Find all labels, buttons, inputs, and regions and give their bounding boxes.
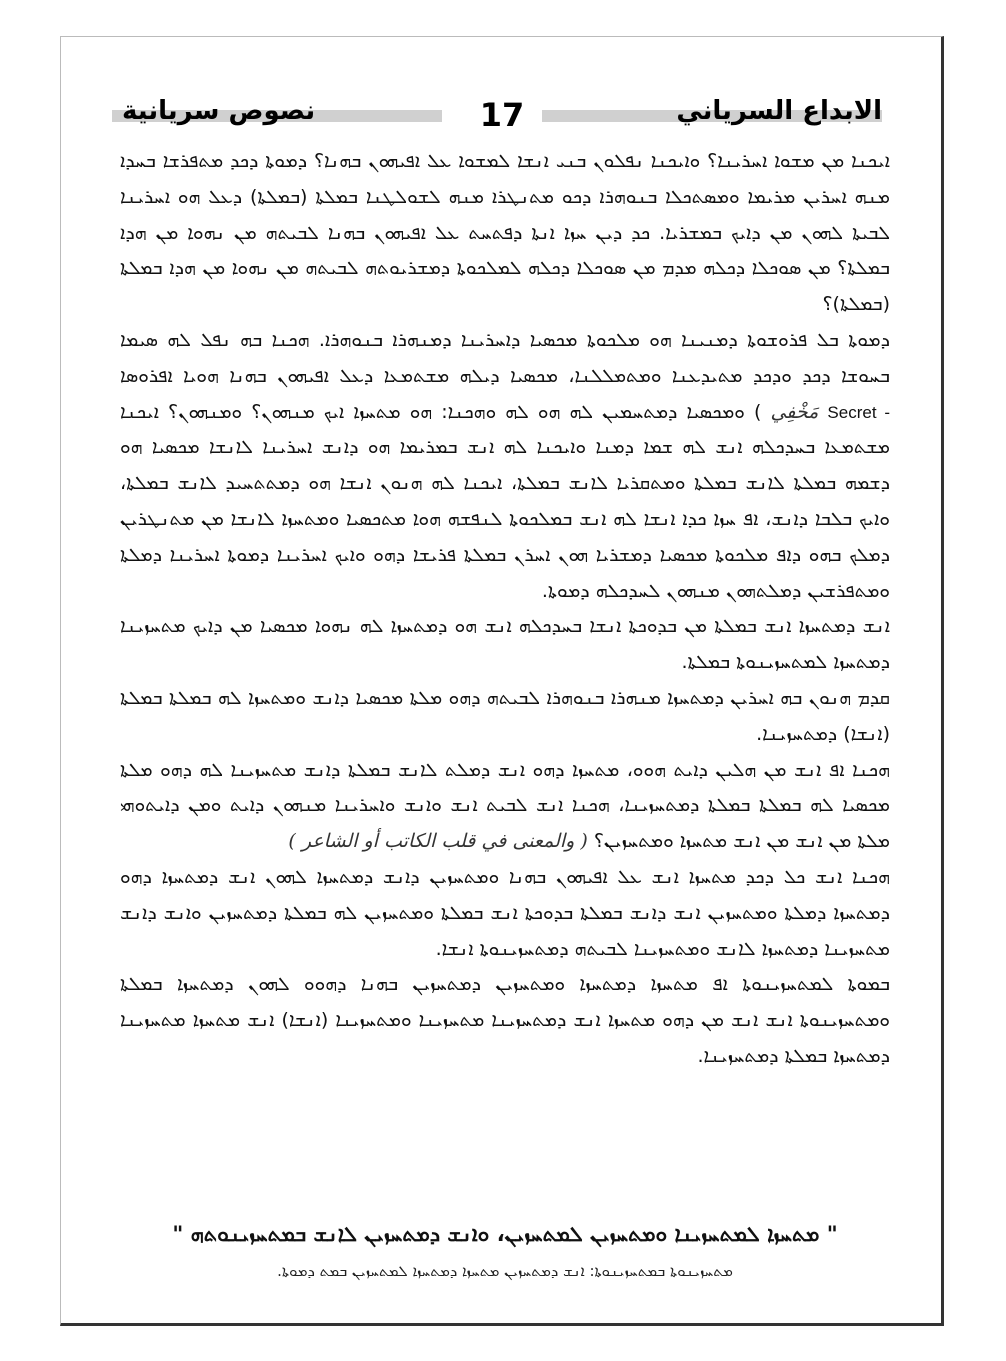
english-term: Secret - [827,402,890,422]
paragraph: ܗܟܢܐ ܐܢܫ ܟܠ ܕܟܕ ܡܬܚܙܐ ܐܢܫ ܥܠ ܐܦܝܗܘܢ ܒܗܢܐ ܘܡܬܚܙܝܢ ܕܐܢܫ ܕܡܬܚܙܐ ܠܗܘܢ ܐܢܫ ܕܡܬܚܙܐ ܕܗܘ ܕܡܬܚܙܐ ܕܡܠܬܐ ܘܡܬܚܙܝܢ ܐܢܫ ܕܐܢܫ ܒܡܠܬܐ ܒܕܘܟܬܐ ܐܢܫ ܒܡܠܬܐ ܘܡܬܚܙܝܢ ܠܗ ܒܡܠܬܐ ܕܡܬܚܙܝܢ ܘܐܢܫ ܕܐܢܫ ܡܬܚܙܝܢܐ ܕܡܬܚܙܐ ܠܐܢܫ ܘܡܬܚܙܝܢܐ ܠܒܝܬܗ ܕܡܬܚܙܝܢܘܬܐ ܐܢܫܐ. [120,865,890,960]
paragraph-text: ܕܡܘܬܐ ܒܠ ܦܪܘܫܘܬܐ ܕܡܢܝܢܐ ܗܘ ܡܠܟܘܬܐ ܡܟܣܝܐ ܕܐܚܪܝܢܐ ܕܡܢܗܪܐ ܒܢܘܗܪܐ. ܗܟܢܐ ܒܗ ܢܦܠ ܠܗ ܣܝܡܐ ܒܚܘܫܐ ܕܟܕ ܘܕܟܕ ܡܬܝܕܥܢܐ ܘܡܬܡܠܠܢܐ، ܡܟܣܝܐ ܕܝܠܗ ܡܫܬܡܥܐ ܕܥܠ ܐܦܝܗܘܢ ܒܗܢܐ ܗܘܝܐ ܐܦܪܘܣܐ [120,328,890,387]
paragraph-text: ܗܟܢܐ ܐܦ ܐܢܫ ܡܢ ܗܠܝܢ ܕܐܝܬ ܗܘܘ، ܡܬܚܙܐ ܕܗܘ ܐܢܫ ܕܡܠܬ ܠܐܢܫ ܒܡܠܬܐ ܕܐܢܫ ܡܬܚܙܝܢܐ ܠܗ ܕܗܘ ܡܠܬܐ ܡܟܣܝܐ ܠܗ ܒܡܠܬܐ ܒܡܠܬܐ ܕܡܬܚܙܝܢܐ، ܗܟܢܐ ܐܢܫ ܠܒܝܬ ܐܢܫ ܘܐܢܫ ܘܐܚܪܝܢܐ ܡܢܗܘܢ ܕܐܝܬ ܘܡܢ ܕܐܝܬܘܗܝ ܡܠܬܐ ܡܢ ܐܢܫ ܡܢ ܐܢܫ ܡܬܚܙܐ ܘܡܬܚܙܝܢ؟ [120,758,890,853]
handwritten-annotation: مَخْفِي [770,400,819,423]
paragraph [120,323,890,609]
book-title: الابداع السرياني [676,96,882,126]
paragraph [120,753,890,860]
page-header [112,96,882,136]
paragraph: ܩܕܡ ܗܢܘܢ ܒܗ ܐܚܪܝܢ ܕܡܬܚܙܐ ܡܢܗܪܐ ܒܢܘܗܪܐ ܠܒܝܬܗ ܕܗܘ ܡܠܬܐ ܡܟܣܝܐ ܕܐܢܫ ܘܡܬܚܙܐ ܠܗ ܒܡܠܬܐ ܒܡܠܬܐ (ܐܢܫܐ) ܕܡܬܚܙܝܢܐ. [120,686,890,745]
section-title: نصوص سريانية [122,96,316,126]
paragraph: ܐܝܟܢܐ ܡܢ ܡܫܘܐ ܐܚܪܝܢܐ؟ ܘܐܝܟܢܐ ܢܦܠܘܢ ܒܢܝ ܐܢܫܐ ܠܡܫܘܐ ܥܠ ܐܦܝܗܘܢ ܒܗܢܐ؟ ܕܡܘܬܐ ܕܟܕ ܡܬܦܪܫܐ ܒܚܕܐ ܡܢܗ ܐܚܪܝܢ ܡܪܝܡܐ ܘܡܣܬܟܠܐ ܒܢܘܗܪܐ ܕܟܘ ܡܬܢܛܪܐ ܡܢܗ ܠܫܘܠܛܢܐ ܒܡܠܬܐ (ܒܡܠܬܐ) ܕܥܠ ܗܘ ܐܚܪܝܢܐ ܠܒܝܬܐ ܠܗܘܢ ܡܢ ܕܐܝܟ ܒܡܫܪܝܐ. ܟܕ ܕܝܢ ܚܙܐ ܐܢܬܐ ܕܦܬܚܬ ܥܠ ܐܦܝܗܘܢ ܒܗܢܐ ܠܒܝܬܗ ܡܢ ܢܗܘܐ ܡܢ ܗܕܐ ܒܡܠܬܐ؟ ܡܢ ܣܘܟܠܐ ܕܟܠܗ ܡܕܡ ܡܢ ܣܘܟܠܐ ܕܟܠܗ ܠܡܠܟܘܬܐ ܕܡܫܪܝܘܬܗ ܠܒܝܬܗ ܡܢ ܢܗܘܐ ܡܢ ܗܕܐ ܒܡܠܬܐ (ܒܡܠܬܐ)؟ [120,150,890,316]
handwritten-annotation: ( والمعنى في قلب الكاتب أو الشاعر ) [288,830,588,853]
article-body [120,144,890,1075]
paragraph: ܐܢܫ ܕܡܬܚܙܐ ܐܢܫ ܒܡܠܬܐ ܡܢ ܒܕܘܟܬܐ ܐܢܫܐ ܒܚܕܟܠܗ ܐܢܫ ܗܘ ܕܡܬܚܙܐ ܠܗ ܢܗܘܐ ܡܟܣܝܐ ܡܢ ܕܐܝܟ ܡܬܚܙܝܢܐ ܕܡܬܚܙܐ ܠܡܬܚܙܝܢܘܬܐ ܒܡܠܬܐ. [120,615,890,674]
paragraph: ܒܡܘܬܐ ܠܡܬܚܙܝܢܘܬܐ ܐܦ ܡܬܚܙܐ ܕܡܬܚܙܐ ܘܡܬܚܙܝܢ ܕܡܬܚܙܝܢ ܒܗܢܐ ܕܗܘܘ ܠܗܘܢ ܕܡܬܚܙܐ ܒܡܠܬܐ ܘܡܬܚܙܝܢܘܬܐ ܐܢܫ ܐܢܫ ܡܢ ܕܗܘ ܡܬܚܙܐ ܐܢܫ ܕܡܬܚܙܝܢܐ ܡܬܚܙܝܢܐ ܘܡܬܚܙܝܢܐ (ܐܢܫܐ) ܐܢܫ ܡܬܚܙܐ ܡܬܚܙܝܢܐ ܕܡܬܚܙܐ ܒܡܠܬܐ ܕܡܬܚܙܝܢܐ. [120,973,890,1067]
quote-citation: ܡܬܚܙܝܢܘܬܐ ܒܡܬܚܙܝܢܘܬܐ: ܐܢܫ ܕܡܬܚܙܝܢ ܡܬܚܙܐ ܕܡܬܚܙܐ ܠܡܬܚܙܝܢ ܒܡܬ ܕܡܘܬܐ. [277,1262,733,1280]
paragraph-text: ) ܘܡܟܣܝܐ ܕܡܬܚܡܝܢ ܠܗ ܗܘ ܠܗ ܘܗܟܢܐ: ܗܘ ܡܬܚܙܐ ܐܝܟ ܡܢܗܘܢ؟ ܘܡܢܗܘܢ؟ ܐܝܟܢܐ ܡܫܬܡܥܐ ܒܚܕܟܠܗ ܐܢܫ ܠܗ ܫܡܐ ܕܡܢܐ ܘܐܝܟܢܐ ܠܗ ܐܢܫ ܒܡܪܝܡܐ ܗܘ ܕܐܢܫ ܐܚܪܝܢܐ ܠܐܢܫܐ ܡܟܣܝܐ ܗܘ ܕܫܡܗ ܒܡܠܬܐ ܠܐܢܫ ܒܡܠܬܐ ܘܡܬܩܪܝܐ ܠܐܢܫ ܒܡܠܬܐ، ܐܝܟܢܐ ܠܗ ܗܢܘܢ ܐܢܫܐ ܗܘ ܕܡܬܬܚܝܕ ܠܐܢܫ ܒܡܠܬܐ، ܘܐܝܟ ܒܠܒܐ ܕܐܢܫ، ܐܦ ܚܙܐ ܟܕܐ ܐܢܫܐ ܠܗ ܐܢܫ ܒܡܠܟܘܬܐ ܠܢܦܫܗ ܗܘܐ ܡܬܟܣܝܐ ܘܡܬܚܙܐ ܠܐܢܫܐ ܡܢ ܡܬܢܛܪܝܢ ܕܡܠܟ ܒܗܘ ܕܐܦ ܡܠܟܘܬܐ ܡܟܣܝܐ ܕܡܫܪܝܐ ܗܘܢ ܐܚܪܢ ܒܡܠܬܐ ܦܪܝܫܐ ܕܗܘ ܘܐܝܟ ܐܚܪܝܢܐ ܕܡܘܬܐ ܐܚܪܝܢܐ ܕܡܠܬܐ ܘܡܬܦܪܫܝܢ ܕܡܠܬܗܘܢ ܡܢܗܘܢ ܠܚܕܟܠܗ ܕܡܘܬܐ. [120,400,890,602]
page-number: 17 [479,96,525,134]
closing-quote: " ܡܬܚܙܐ ܠܡܬܚܙܝܢܐ ܘܡܬܚܙܝܢ ܠܡܬܚܙܝܢ، ܘܐܢܫ ܕܡܬܚܙܝܢ ܠܐܢܫ ܒܡܬܚܙܝܢܘܬܗ " [172,1222,838,1246]
